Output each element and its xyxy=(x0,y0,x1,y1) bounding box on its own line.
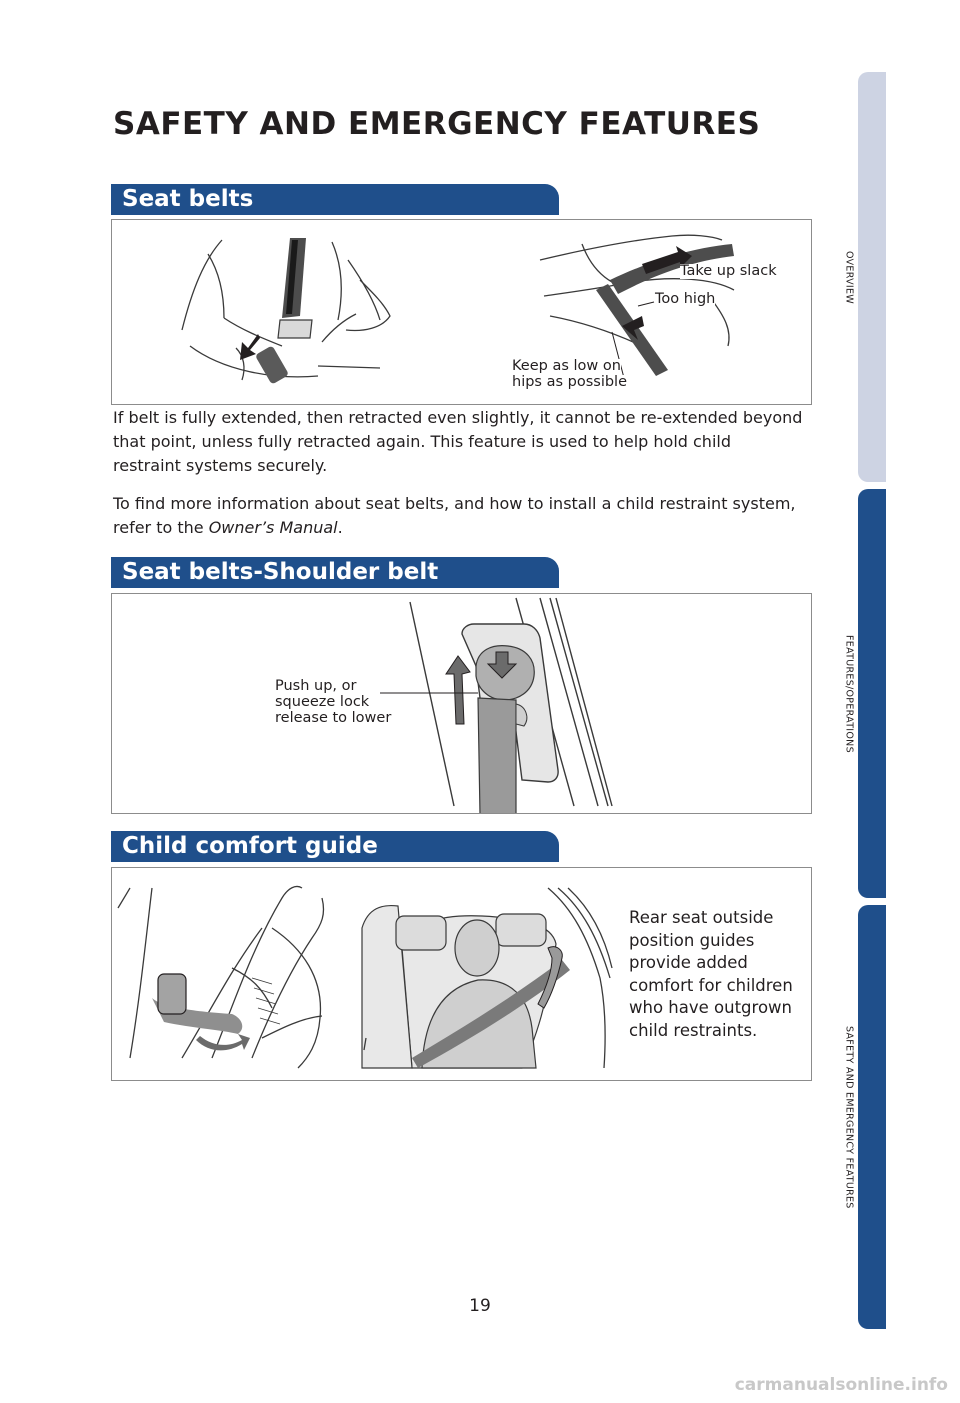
callout-take-up-slack: Take up slack xyxy=(680,263,777,279)
side-tab-label-overview: OVERVIEW xyxy=(843,250,855,304)
section-heading-child-comfort: Child comfort guide xyxy=(111,831,559,862)
seat-belt-paragraph-2 xyxy=(113,492,803,540)
page-title: SAFETY AND EMERGENCY FEATURES xyxy=(113,106,761,142)
seat-belt-figure xyxy=(111,219,812,405)
side-tab-safety[interactable] xyxy=(858,905,886,1329)
seat-belt-illustration xyxy=(112,220,812,405)
side-tab-features-operations[interactable] xyxy=(858,489,886,898)
shoulder-belt-illustration xyxy=(112,594,812,814)
watermark: carmanualsonline.info xyxy=(734,1375,948,1395)
shoulder-belt-figure xyxy=(111,593,812,814)
page-number: 19 xyxy=(469,1296,491,1316)
side-tab-label-safety: SAFETY AND EMERGENCY FEATURES xyxy=(843,1025,855,1209)
section-heading-seat-belts: Seat belts xyxy=(111,184,559,215)
side-tab-overview[interactable] xyxy=(858,72,886,482)
section-heading-shoulder-belt: Seat belts-Shoulder belt xyxy=(111,557,559,588)
paragraph-2-end: . xyxy=(337,518,343,537)
owners-manual-reference: Owner’s Manual xyxy=(208,518,338,537)
callout-keep-low-line1: Keep as low on xyxy=(512,358,621,374)
callout-push-up-line2: squeeze lock xyxy=(275,694,370,710)
callout-keep-low-line2: hips as possible xyxy=(512,374,628,390)
paragraph-2-text: To find more information about seat belts, and how to install a child restraint system, refer to the xyxy=(113,494,796,537)
side-tab-label-features-operations: FEATURES/OPERATIONS xyxy=(843,634,855,753)
child-comfort-caption: Rear seat outside position guides provide added comfort for children who have outgrown child restraints. xyxy=(629,908,793,1040)
callout-push-up-line1: Push up, or xyxy=(275,678,357,694)
seat-belt-paragraph-1: If belt is fully extended, then retracted even slightly, it cannot be re-extended beyond that point, unless fully retracted again. This feature is used to help hold child restraint systems securely. xyxy=(113,408,803,475)
callout-push-up-line3: release to lower xyxy=(275,710,392,726)
callout-too-high: Too high xyxy=(655,291,716,307)
